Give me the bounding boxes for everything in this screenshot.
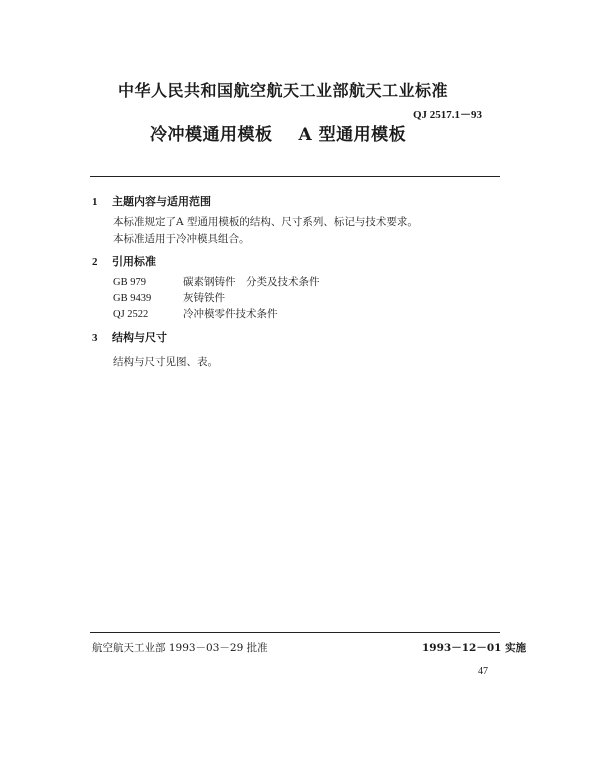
paragraph: 本标准规定了A 型通用模板的结构、尺寸系列、标记与技术要求。: [113, 216, 418, 228]
reference-item: [113, 274, 320, 289]
document-title: [150, 120, 406, 145]
section-heading: [92, 193, 211, 209]
section-number: 2: [92, 256, 98, 268]
footer-rule: [90, 632, 500, 633]
reference-name: 冷冲模零件技术条件: [183, 308, 278, 320]
title-main: 冷冲模通用模板: [150, 125, 273, 145]
paragraph: 本标准适用于冷冲模具组合。: [113, 233, 250, 245]
reference-item: [113, 306, 278, 321]
reference-code: QJ 2522: [113, 309, 149, 320]
effective-date: 1993－12－01 实施: [422, 642, 527, 654]
paragraph: 结构与尺寸见图、表。: [113, 356, 218, 368]
section-number: 1: [92, 196, 98, 208]
section-title: 引用标准: [112, 255, 156, 268]
reference-code: GB 979: [113, 277, 146, 288]
title-sub: A 型通用模板: [298, 125, 407, 145]
reference-name: 碳素钢铸件 分类及技术条件: [183, 276, 320, 288]
section-title: 主题内容与适用范围: [112, 195, 211, 208]
section-number: 3: [92, 332, 98, 344]
section-title: 结构与尺寸: [112, 331, 167, 344]
reference-name: 灰铸铁件: [183, 292, 225, 304]
header-rule: [90, 176, 500, 177]
approval-date: 航空航天工业部 1993－03－29 批准: [92, 642, 268, 654]
standard-number: QJ 2517.1－93: [413, 109, 483, 121]
section-heading: [92, 329, 167, 345]
reference-code: GB 9439: [113, 293, 152, 304]
issuing-authority: 中华人民共和国航空航天工业部航天工业标准: [118, 81, 449, 100]
section-heading: [92, 253, 156, 269]
reference-item: [113, 290, 225, 305]
page-number: 47: [478, 666, 488, 677]
